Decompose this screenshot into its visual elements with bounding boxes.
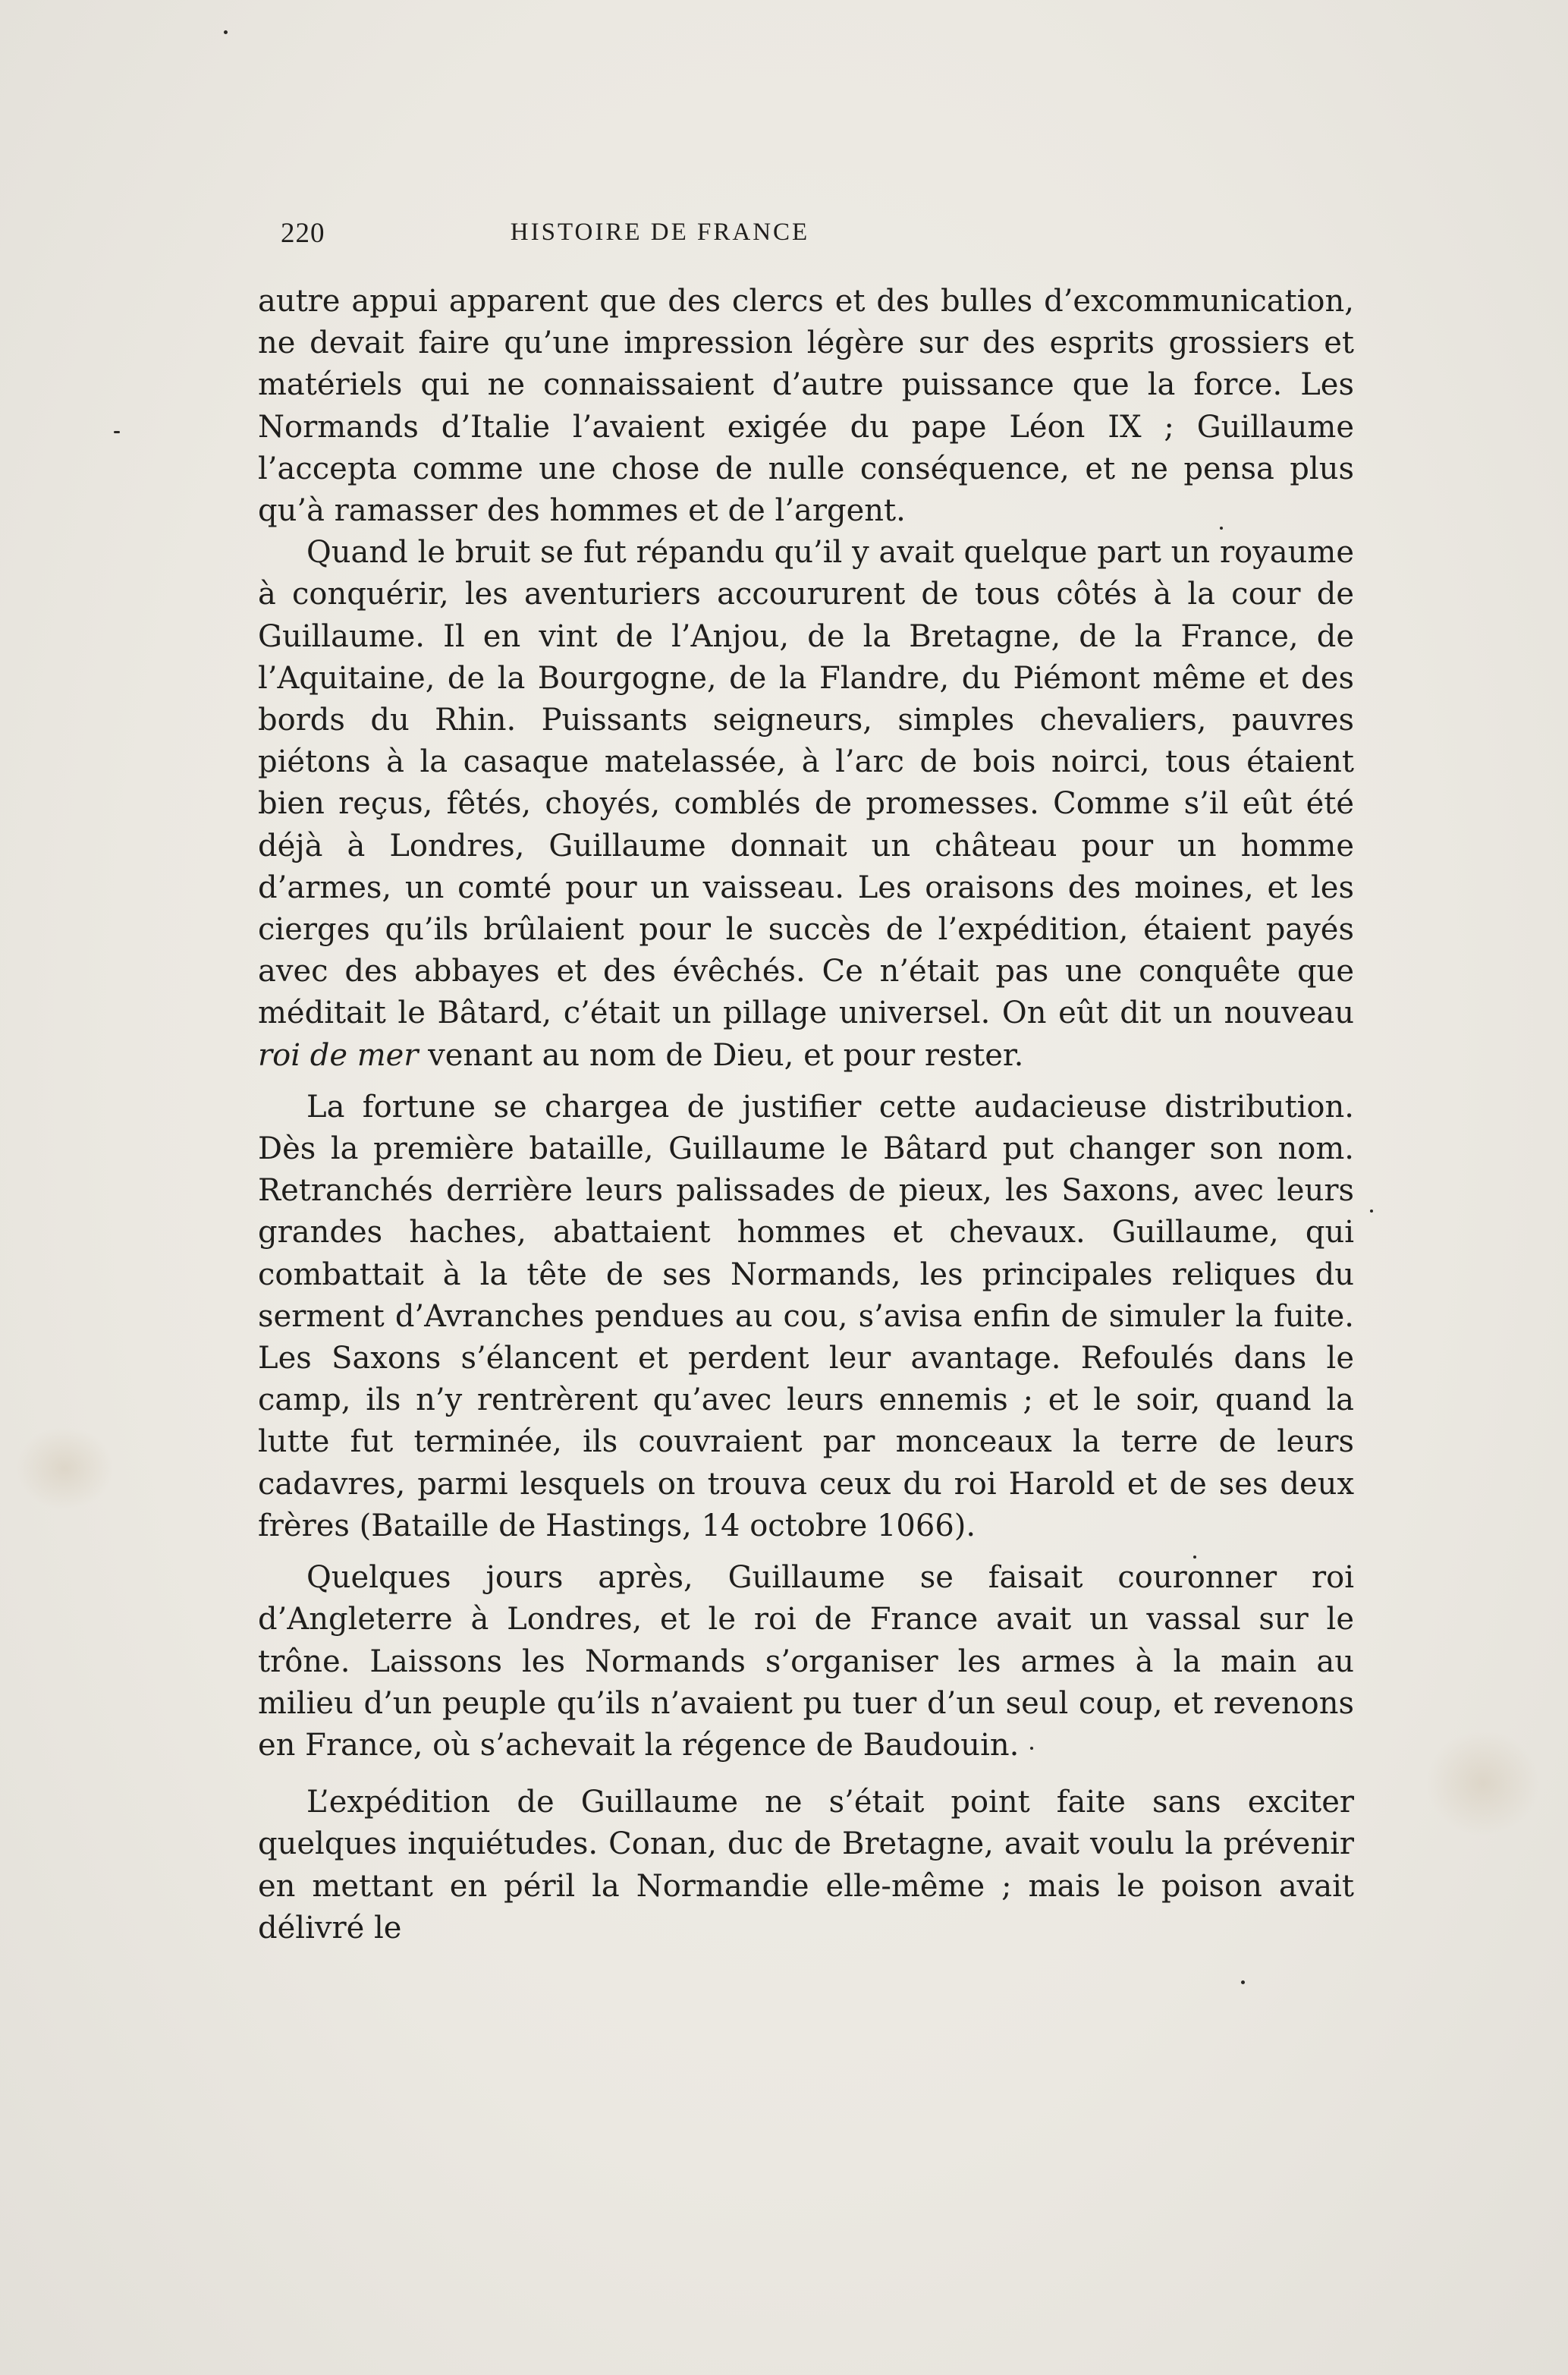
paragraph-2 — [258, 532, 1354, 1077]
page-header — [281, 217, 994, 255]
ink-speck — [1370, 1210, 1373, 1213]
body-text — [258, 281, 1354, 1949]
paragraph-3: La fortune se chargea de justifier cette audacieuse distribution. Dès la première bataille, Guillaume le Bâtard put changer son nom. Retranchés derrière leurs palissades de pieux, les Saxons, avec leurs grandes haches, abattaient hommes et chevaux. Guillaume, qui combattait à la tête de ses Normands, les principales reliques du serment d’Avranches pendues au cou, s’avisa enfin de simuler la fuite. Les Saxons s’élancent et perdent leur avantage. Refoulés dans le camp, ils n’y rentrèrent qu’avec leurs ennemis ; et le soir, quand la lutte fut terminée, ils couvraient par monceaux la terre de leurs cadavres, parmi lesquels on trouva ceux du roi Harold et de ses deux frères (Bataille de Hastings, 14 octobre 1066). — [258, 1089, 1354, 1543]
paragraph-4: Quelques jours après, Guillaume se faisait couronner roi d’Angleterre à Londres, et le roi de France avait un vassal sur le trône. Laissons les Normands s’organiser les armes à la main au milieu d’un peuple qu’ils n’avaient pu tuer d’un seul coup, et revenons en France, où s’achevait la régence de Baudouin. — [258, 1560, 1354, 1763]
paragraph-2-text-before-italic: Quand le bruit se fut répandu qu’il y avait quelque part un royaume à conquérir, les aventuriers accoururent de tous côtés à la cour de Guillaume. Il en vint de l’Anjou, de la Bretagne, de la France, de l’Aquitaine, de la Bourgogne, de la Flandre, du Piémont même et des bords du Rhin. Puissants seigneurs, simples chevaliers, pauvres piétons à la casaque matelassée, à l’arc de bois noirci, tous étaient bien reçus, fêtés, choyés, comblés de promesses. Comme s’il eût été déjà à Londres, Guillaume donnait un château pour un homme d’armes, un comté pour un vaisseau. Les oraisons des moines, et les cierges qu’ils brûlaient pour le succès de l’expédition, étaient payés avec des abbayes et des évêchés. Ce n’était pas une conquête que méditait le Bâtard, c’était un pillage universel. On eût dit un nouveau — [258, 535, 1354, 1031]
ink-speck — [1241, 1980, 1245, 1984]
page-number: 220 — [281, 218, 325, 249]
ink-speck — [224, 30, 228, 34]
paper-stain — [15, 1427, 114, 1510]
paragraph-1: autre appui apparent que des clercs et des bulles d’excommunication, ne devait faire qu’une impression légère sur des esprits grossiers et matériels qui ne connaissaient d’autre puissance que la force. Les Normands d’Italie l’avaient exigée du pape Léon IX ; Guillaume l’accepta comme une chose de nulle conséquence, et ne pensa plus qu’à ramasser des hommes et de l’argent. — [258, 284, 1354, 529]
paragraph-2-text-after-italic: venant au nom de Dieu, et pour rester. — [418, 1037, 1024, 1073]
running-title: HISTOIRE DE FRANCE — [510, 219, 810, 246]
ink-speck — [114, 431, 120, 433]
paragraph-2-italic-phrase: roi de mer — [258, 1037, 419, 1073]
paragraph-5: L’expédition de Guillaume ne s’était point faite sans exciter quelques inquiétudes. Conan, duc de Bretagne, avait voulu la prévenir en mettant en péril la Normandie elle-même ; mais le poison avait délivré le — [258, 1785, 1354, 1946]
paper-stain — [1426, 1730, 1540, 1836]
